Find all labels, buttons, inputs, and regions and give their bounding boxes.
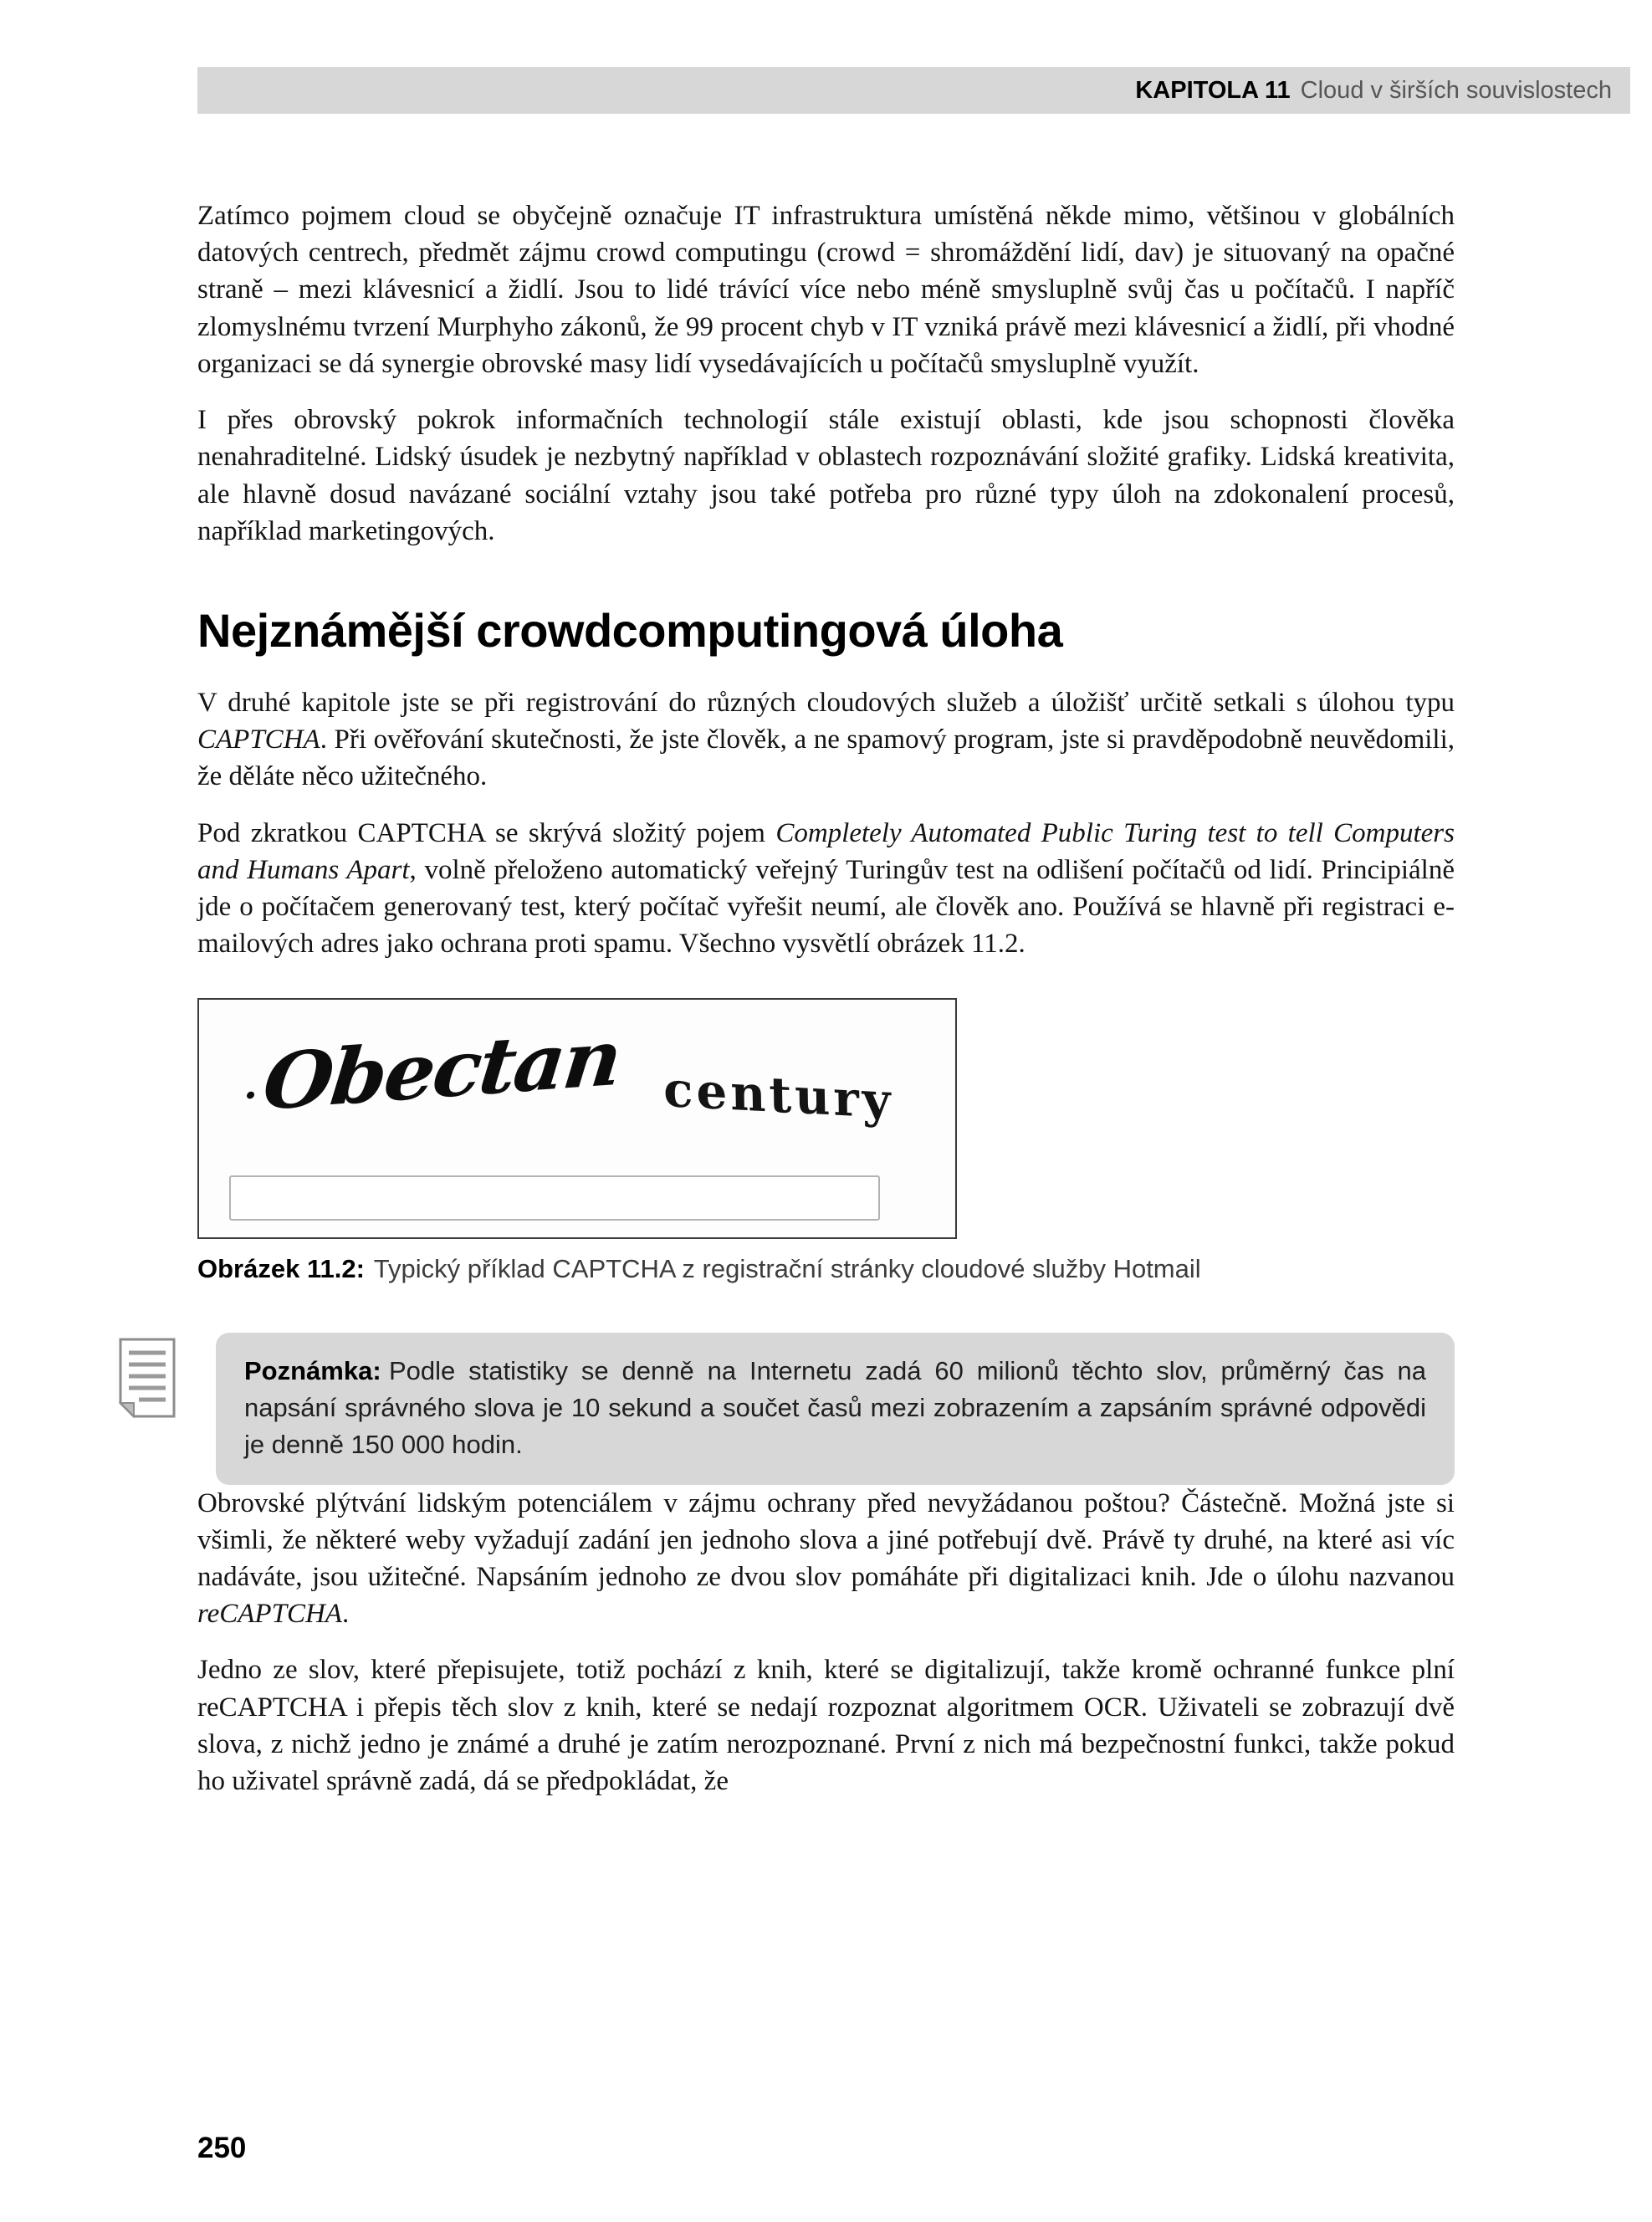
section-heading: Nejznámější crowdcomputingová úloha (197, 603, 1063, 657)
figure-caption (197, 1254, 1455, 1284)
captcha-distorted-words (248, 1011, 894, 1129)
paragraph-intro: Zatímco pojmem cloud se obyčejně označuje IT infrastruktura umístěná někde mimo, většinou v globálních datových centrech, předmět zájmu crowd computingu (crowd = shromáždění lidí, dav) je situovaný na opačné straně – mezi klávesnicí a židlí. Jsou to lidé trávící více nebo méně smysluplně svůj čas u počítačů. I napříč zlomyslnému tvrzení Murphyho zákonů, že 99 procent chyb v IT vzniká právě mezi klávesnicí a židlí, při vhodné organizaci se dá synergie obrovské masy lidí vysedávajících u počítačů smysluplně využít. (197, 201, 1455, 379)
chapter-header-bar (197, 67, 1630, 114)
paragraph-recaptcha-intro: Obrovské plýtvání lidským potenciálem v zájmu ochrany před nevyžádanou poštou? Částečně. Možná jste si všimli, že některé weby vyžadují zadání jen jednoho slova a jiné potřebují dvě. Právě ty druhé, na které asi víc nadáváte, jsou užitečné. Napsáním jednoho ze dvou slov pomáháte při digitalizaci knih. Jde o úlohu nazvanou reCAPTCHA. (197, 1487, 1455, 1630)
note-box (216, 1333, 1455, 1485)
figure-caption-text: Typický příklad CAPTCHA z registrační stránky cloudové služby Hotmail (373, 1253, 1201, 1283)
note-label: Poznámka: (244, 1355, 381, 1385)
note-text: Podle statistiky se denně na Internetu zadá 60 milionů těchto slov, průměrný čas na napsání správného slova je 10 sekund a součet časů mezi zobrazením a zapsáním správné odpovědi je denně 150 000 hodin. (244, 1355, 1426, 1459)
figure-caption-label: Obrázek 11.2: (197, 1253, 365, 1283)
captcha-word-first: Obectan (243, 1011, 624, 1128)
captcha-input[interactable] (229, 1175, 880, 1221)
page-content-lower (197, 1485, 1455, 1800)
note-document-icon (117, 1333, 177, 1422)
page-number: 250 (197, 2132, 247, 2164)
paragraph-human-skills: I přes obrovský pokrok informačních technologií stále existují oblasti, kde jsou schopnosti člověka nenahraditelné. Lidský úsudek je nezbytný například v oblastech rozpoznávání složité grafiky. Lidská kreativita, ale hlavně dosud navázané sociální vztahy jsou také potřeba pro různé typy úloh na zdokonalení procesů, například marketingových. (197, 405, 1455, 546)
note-block (117, 1333, 1455, 1485)
chapter-label: KAPITOLA 11 (1135, 76, 1291, 104)
page-content (197, 197, 1455, 1284)
captcha-word-second: century (662, 1060, 894, 1129)
captcha-figure (197, 998, 957, 1239)
paragraph-recaptcha-detail: Jedno ze slov, které přepisujete, totiž pochází z knih, které se digitalizují, takže kromě ochranné funkce plní reCAPTCHA i přepis těch slov z knih, které se nedají rozpoznat algoritmem OCR. Uživateli se zobrazují dvě slova, z nichž jedno je známé a druhé je zatím nerozpoznané. První z nich má bezpečnostní funkci, takže pokud ho uživatel správně zadá, dá se předpokládat, že (197, 1655, 1455, 1797)
chapter-title: Cloud v širších souvislostech (1300, 76, 1612, 104)
paragraph-captcha-intro: V druhé kapitole jste se při registrování do různých cloudových služeb a úložišť určitě setkali s úlohou typu CAPTCHA. Při ověřování skutečnosti, že jste člověk, a ne spamový program, jste si pravděpodobně neuvědomili, že děláte něco užitečného. (197, 687, 1455, 792)
paragraph-captcha-definition: Pod zkratkou CAPTCHA se skrývá složitý pojem Completely Automated Public Turing test to tell Computers and Humans Apart, volně přeloženo automatický veřejný Turingův test na odlišení počítačů od lidí. Principiálně jde o počítačem generovaný test, který počítač vyřešit neumí, ale člověk ano. Používá se hlavně při registraci e-mailových adres jako ochrana proti spamu. Všechno vysvětlí obrázek 11.2. (197, 817, 1455, 960)
